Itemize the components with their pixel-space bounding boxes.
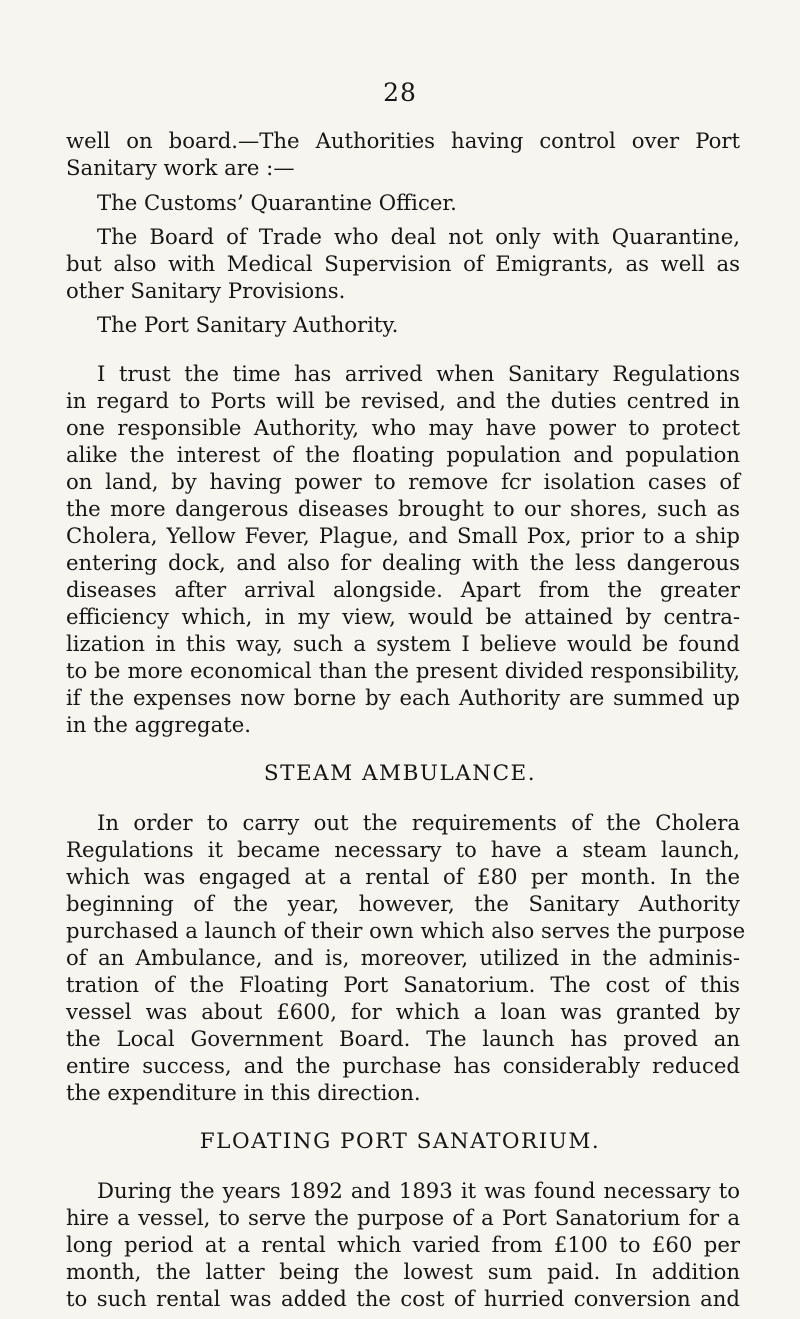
text-line: The Customs’ Quarantine Officer. (97, 190, 457, 215)
text-line: of an Ambulance, and is, moreover, utilized in the adminis- (66, 945, 740, 970)
text-line: other Sanitary Provisions. (66, 278, 346, 303)
text-line: in the aggregate. (66, 712, 251, 737)
text-line: one responsible Authority, who may have power to protect (66, 415, 740, 440)
text-line: The Port Sanitary Authority. (97, 312, 399, 337)
text-line: lization in this way, such a system I believe would be found (66, 631, 740, 656)
text-line: on land, by having power to remove fcr isolation cases of (66, 469, 740, 494)
text-line: to be more economical than the present divided responsibility, (66, 658, 740, 683)
text-line: During the years 1892 and 1893 it was found necessary to (97, 1178, 740, 1203)
text-line: purchased a launch of their own which also serves the purpose (66, 918, 746, 943)
text-line: In order to carry out the requirements of the Cholera (97, 810, 740, 835)
text-line: Sanitary work are :— (66, 155, 295, 180)
text-line: hire a vessel, to serve the purpose of a Port Sanatorium for a (66, 1205, 740, 1230)
text-line: efficiency which, in my view, would be attained by centra- (66, 604, 740, 629)
text-line: entire success, and the purchase has considerably reduced (66, 1053, 740, 1078)
text-line: if the expenses now borne by each Authority are summed up (66, 685, 740, 710)
text-line: well on board.—The Authorities having control over Port (66, 128, 740, 153)
text-line: entering dock, and also for dealing with the less dangerous (66, 550, 740, 575)
text-line: vessel was about £600, for which a loan was granted by (66, 999, 740, 1024)
text-line: diseases after arrival alongside. Apart from the greater (66, 577, 740, 602)
text-line: but also with Medical Supervision of Emigrants, as well as (66, 251, 740, 276)
section-heading: STEAM AMBULANCE. (263, 761, 537, 786)
text-line: long period at a rental which varied from £100 to £60 per (66, 1232, 740, 1257)
text-line: the Local Government Board. The launch has proved an (66, 1026, 740, 1051)
text-line: The Board of Trade who deal not only with Quarantine, (97, 224, 740, 249)
text-line: tration of the Floating Port Sanatorium. The cost of this (66, 972, 740, 997)
page-number: 28 (383, 78, 417, 107)
text-line: Cholera, Yellow Fever, Plague, and Small Pox, prior to a ship (66, 523, 740, 548)
text-line: the expenditure in this direction. (66, 1080, 421, 1105)
text-line: to such rental was added the cost of hurried conversion and (66, 1286, 740, 1311)
text-line: I trust the time has arrived when Sanitary Regulations (97, 361, 740, 386)
text-line: in regard to Ports will be revised, and the duties centred in (66, 388, 740, 413)
text-line: the more dangerous diseases brought to our shores, such as (66, 496, 740, 521)
text-line: beginning of the year, however, the Sanitary Authority (66, 891, 740, 916)
text-line: month, the latter being the lowest sum paid. In addition (66, 1259, 740, 1284)
text-line: which was engaged at a rental of £80 per month. In the (66, 864, 740, 889)
section-heading: FLOATING PORT SANATORIUM. (199, 1129, 601, 1154)
text-line: alike the interest of the floating population and population (66, 442, 740, 467)
text-line: Regulations it became necessary to have a steam launch, (66, 837, 740, 862)
